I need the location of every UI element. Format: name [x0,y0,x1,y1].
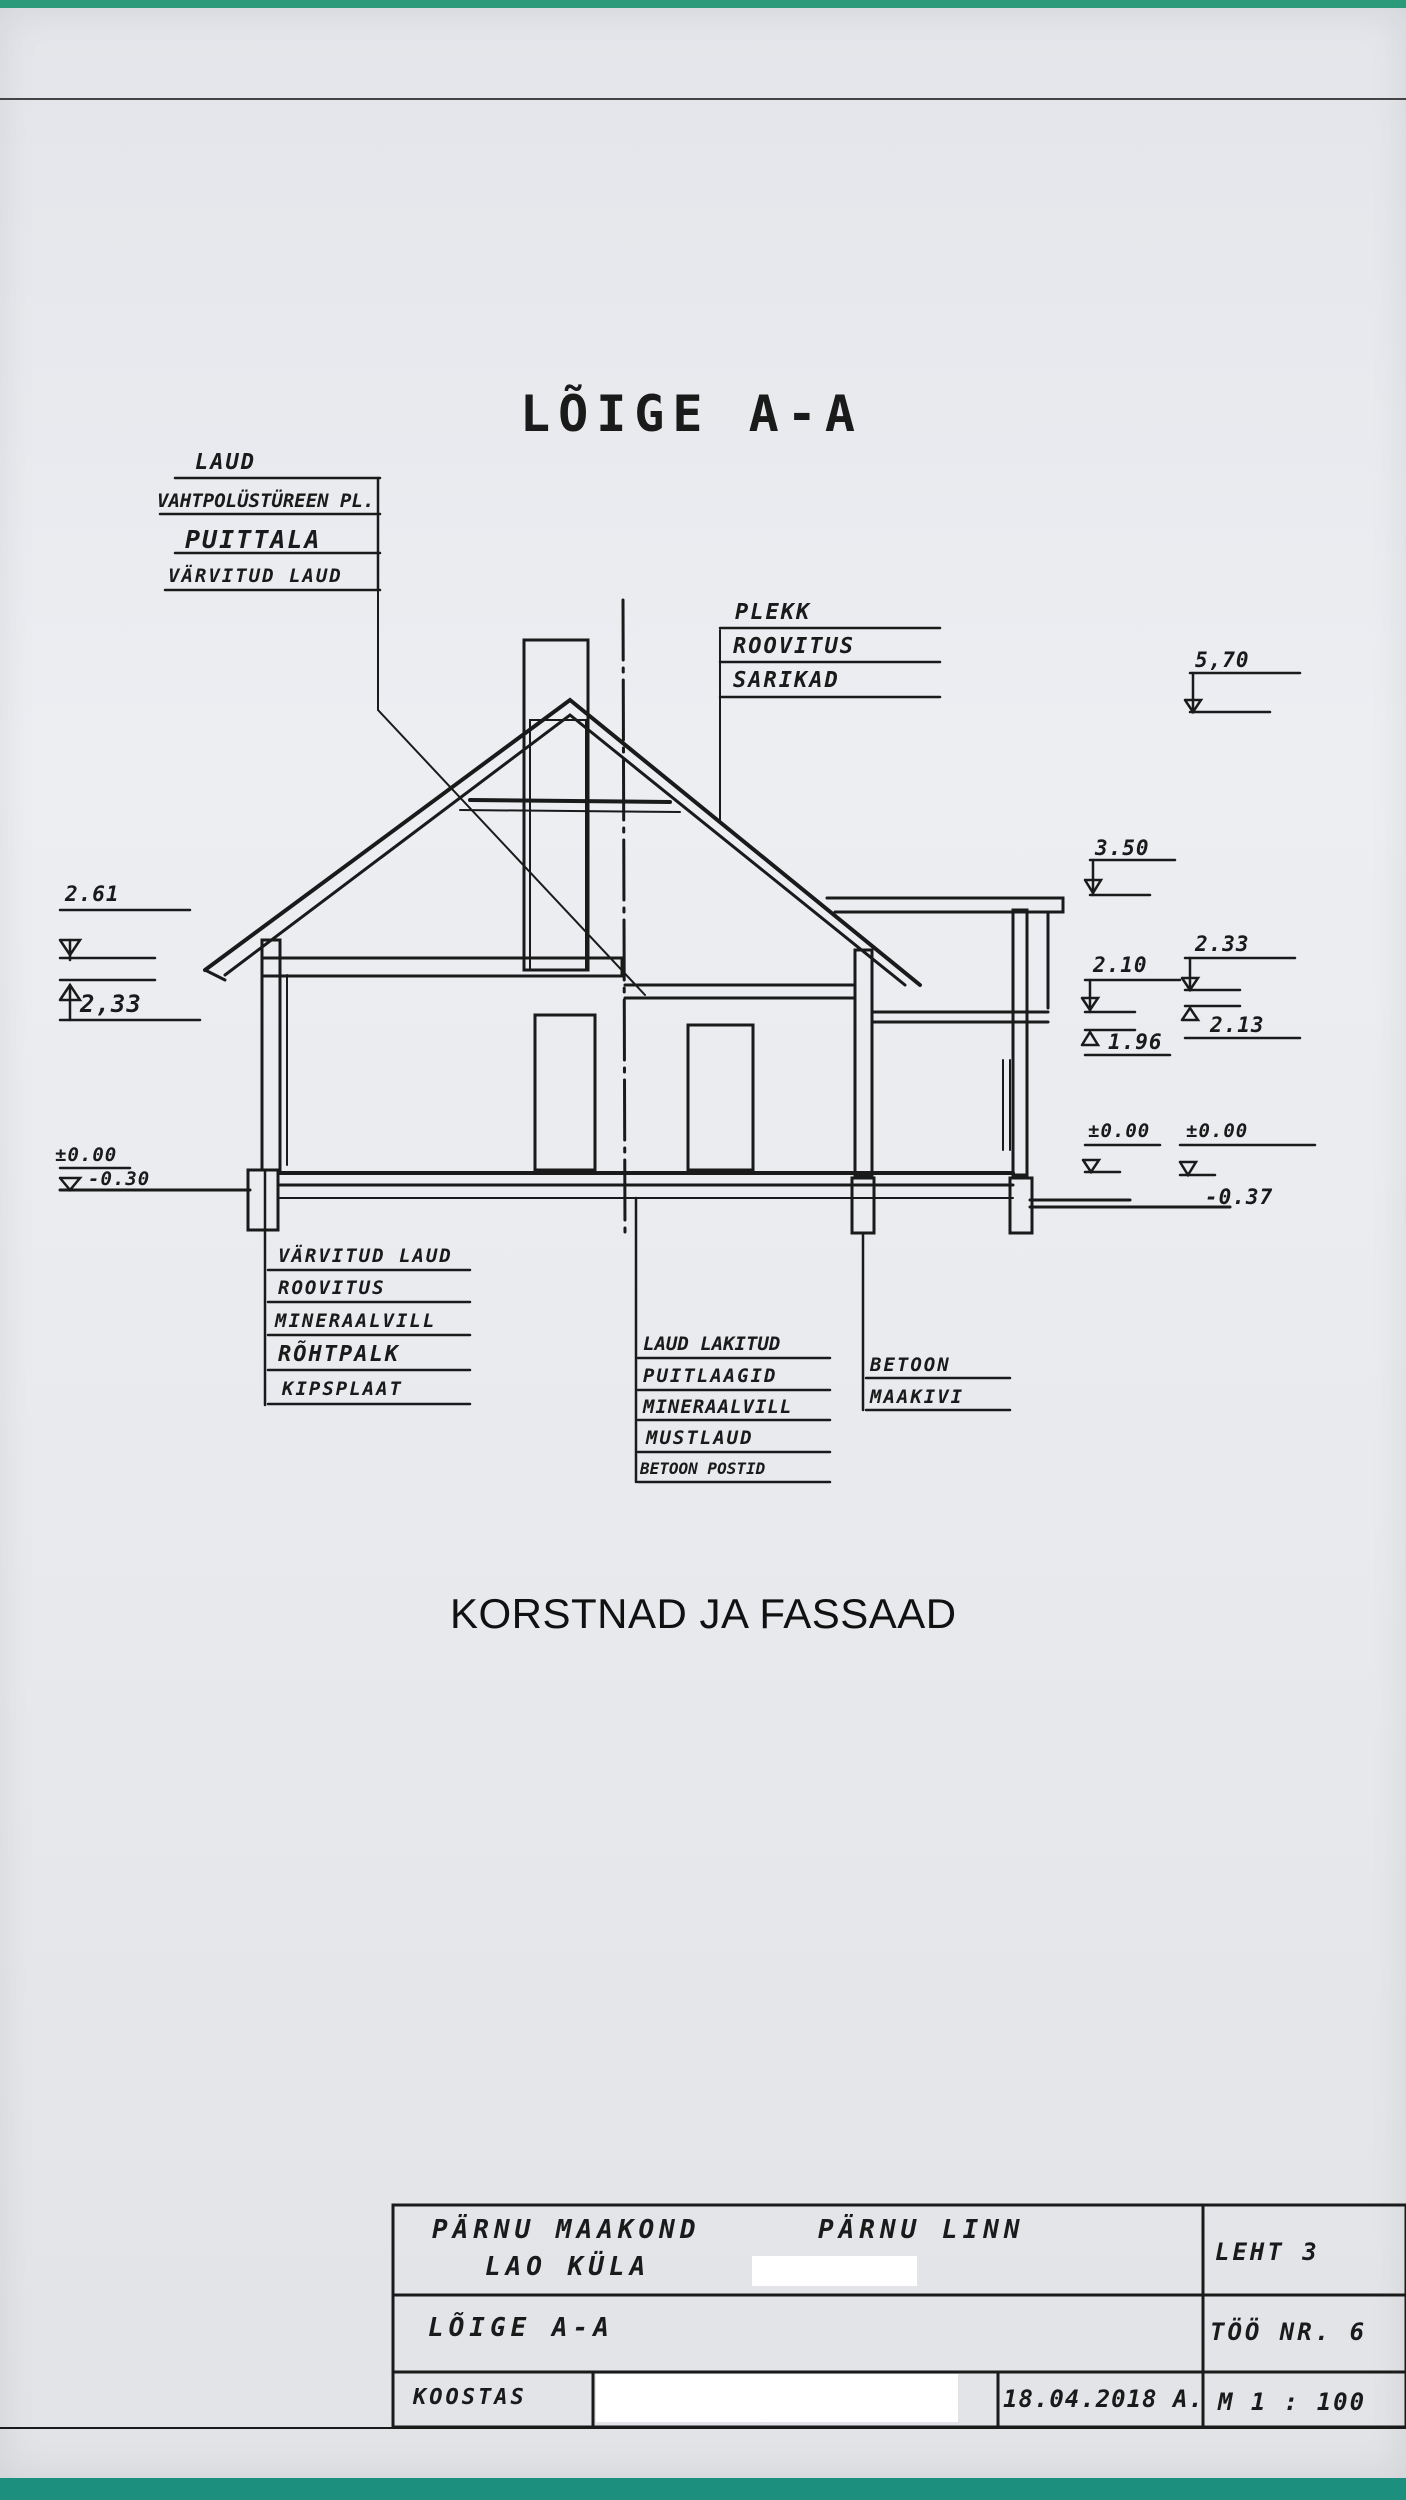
chimney-body [530,720,586,970]
middle-wall [855,950,872,1175]
label-betoon: BETOON [870,1354,951,1376]
elevation-annex-top: 2.10 [1093,953,1148,977]
title-block-work-no: TÖÖ NR. 6 [1210,2318,1368,2346]
roof-outline [205,700,920,985]
elevation-right-top: 2.33 [1195,932,1250,956]
title-block-city: PÄRNU LINN [818,2215,1025,2245]
redacted-address [752,2256,917,2286]
title-block-date: 18.04.2018 A. [1003,2385,1204,2413]
label-vahtpolustureen: VAHTPOLÜSTÜREEN PL. [157,490,375,512]
elevation-right-bottom: 2.13 [1210,1013,1265,1037]
elevation-ridge: 5,70 [1195,648,1250,672]
elevation-annex-roof: 3.50 [1095,836,1150,860]
label-sarikad: SARIKAD [733,668,840,693]
elevation-left-ground: -0.30 [88,1168,151,1190]
label-maakivi: MAAKIVI [870,1386,965,1408]
elevation-right-ground: -0.37 [1205,1185,1274,1209]
label-varvitud-laud-top: VÄRVITUD LAUD [168,565,343,587]
label-mineraalvill-wall: MINERAALVILL [275,1310,437,1332]
title-block-village: LAO KÜLA [485,2252,651,2282]
title-block-author-label: KOOSTAS [413,2385,527,2410]
title-block-county: PÄRNU MAAKOND [432,2215,701,2245]
label-puittala: PUITTALA [185,525,322,554]
label-roovitus-wall: ROOVITUS [278,1277,386,1299]
redacted-author [596,2374,958,2422]
label-betoon-postid: BETOON POSTID [640,1459,766,1478]
label-varvitud-laud-wall: VÄRVITUD LAUD [278,1245,453,1267]
label-puitlaagid: PUITLAAGID [643,1365,778,1387]
label-plekk: PLEKK [735,600,812,625]
label-mineraalvill-floor: MINERAALVILL [643,1396,793,1418]
elevation-floor-zero-a: ±0.00 [1088,1120,1151,1142]
drawing-title: LÕIGE A-A [520,385,863,443]
elevation-left-eave-top: 2.61 [65,882,120,906]
label-laud: LAUD [195,450,256,475]
door-left [535,1015,595,1170]
elevation-floor-zero-b: ±0.00 [1186,1120,1249,1142]
chimney [524,640,588,970]
label-mustlaud: MUSTLAUD [646,1427,754,1449]
ceiling-left [262,958,622,976]
door-right [688,1025,753,1170]
collar-beam [470,800,670,802]
label-laud-lakitud: LAUD LAKITUD [643,1333,781,1355]
title-block-drawing: LÕIGE A-A [428,2313,614,2343]
center-caption: KORSTNAD JA FASSAAD [450,1590,957,1637]
foundation-label-lines [863,1233,1010,1410]
foundation-left [248,1170,278,1230]
label-rohtpalk: RÕHTPALK [278,1342,400,1367]
title-block-sheet: LEHT 3 [1215,2238,1320,2266]
elevation-annex-ceiling: 1.96 [1108,1030,1163,1054]
label-roovitus-roof: ROOVITUS [733,634,855,659]
annex-wall [1013,910,1027,1175]
label-kipsplaat: KIPSPLAAT [282,1378,403,1400]
leader-left-top [378,570,645,995]
collar-beam-lower [460,810,680,812]
center-axis-line [623,600,625,1235]
elevation-left-zero: ±0.00 [55,1144,118,1166]
eave-left [205,970,225,980]
roof-inner [225,715,905,985]
elevation-left-eave-bottom: 2,33 [80,990,142,1018]
title-block-scale: M 1 : 100 [1218,2388,1367,2416]
